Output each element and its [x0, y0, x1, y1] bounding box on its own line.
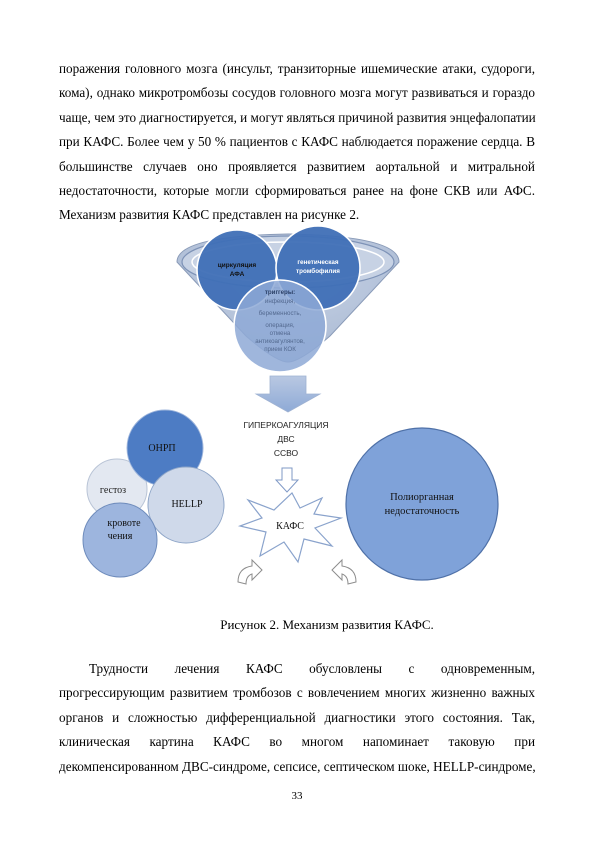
funnel: [177, 226, 399, 372]
onrp-label: ОНРП: [148, 443, 176, 454]
paragraph-2: [59, 657, 535, 779]
down-arrow-icon: [256, 376, 320, 412]
multiorgan-label-1: Полиорганная: [390, 492, 454, 503]
curved-arrow-right-icon: [332, 560, 356, 584]
text-line: поражения головного мозга (инсульт, транзиторные ишемические атаки, судороги,: [59, 61, 535, 76]
text-line: клиническая картина КАФС во многом напоминает таковую при: [59, 734, 535, 750]
hypercoag-label: ГИПЕРКОАГУЛЯЦИЯ: [243, 420, 329, 430]
text-line: при КАФС. Более чем у 50 % пациентов с КАФС наблюдается поражение сердца. В: [59, 134, 535, 150]
label-afa-2: АФА: [229, 271, 245, 278]
bleeding-label-2: чения: [107, 531, 133, 542]
text-line: декомпенсированном ДВС-синдроме, сепсисе, септическом шоке, HELLP-синдроме,: [59, 758, 536, 774]
curved-arrow-left-icon: [238, 560, 262, 584]
multiorgan-failure-circle: [346, 428, 498, 580]
label-triggers-5: отмена: [269, 330, 291, 337]
label-triggers-2: инфекция,: [264, 298, 296, 305]
text-line: недостаточности, которые могли сформироваться ранее на фоне СКВ или АФС.: [59, 183, 535, 199]
label-thrombophilia-1: генетическая: [297, 259, 339, 266]
gestoz-label: гестоз: [99, 485, 127, 496]
text-line: большинстве случаев оно проявляется развитием аортальной и митральной: [59, 158, 535, 174]
left-bubble-cluster: [83, 410, 224, 577]
hellp-label: HELLP: [171, 499, 203, 510]
kafs-label: КАФС: [276, 521, 304, 532]
label-triggers-4: операция,: [265, 322, 295, 329]
text-line: Механизм развития КАФС представлен на рисунке 2.: [59, 207, 360, 223]
sirs-label: ССВО: [273, 448, 299, 458]
dic-label: ДВС: [277, 434, 295, 444]
multiorgan-label-2: недостаточность: [384, 506, 460, 517]
page-number: 33: [291, 790, 303, 802]
label-triggers-3: беременность,: [258, 310, 302, 317]
figure-caption: Рисунок 2. Механизм развития КАФС.: [220, 617, 434, 632]
label-thrombophilia-2: тромбофилия: [296, 268, 340, 275]
bleeding-label-1: кровоте: [107, 518, 141, 529]
text-line: кома), однако микротромбозы сосудов головного мозга могут развиваться и гораздо: [59, 85, 535, 101]
small-down-arrow-icon: [276, 468, 298, 492]
label-afa-1: циркуляция: [217, 262, 257, 269]
text-line: чаще, чем это диагностируется, и могут являться причиной развития энцефалопатии: [59, 109, 536, 125]
label-triggers-6: антикоагулянтов,: [255, 338, 305, 345]
text-line: прогрессирующим развитием тромбозов с вовлечением многих жизненно важных: [59, 685, 535, 701]
text-line: органов и сложностью дифференциальной диагностики этого состояния. Так,: [59, 709, 535, 725]
label-triggers-1: триггеры:: [264, 289, 296, 296]
label-triggers-7: прием КОК: [264, 346, 296, 353]
text-line: Трудности лечения КАФС обусловлены с одновременным,: [89, 661, 535, 676]
